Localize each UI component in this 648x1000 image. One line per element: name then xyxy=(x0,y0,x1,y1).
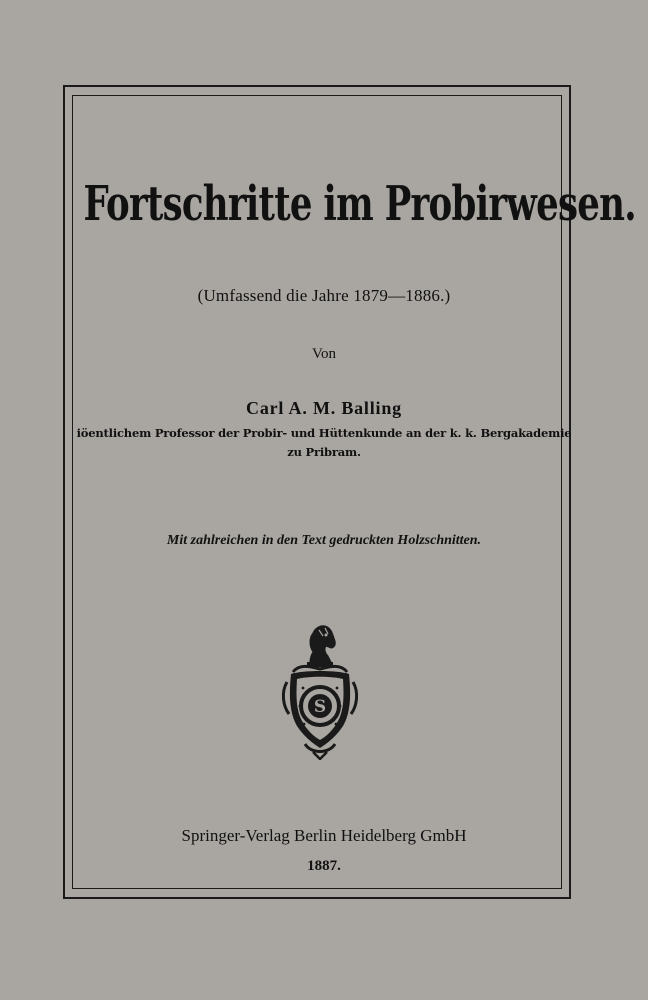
author-name: Carl A. M. Balling xyxy=(246,398,402,418)
illustrations-note: Mit zahlreichen in den Text gedruckten Holzschnitten. xyxy=(166,533,482,548)
publication-year: 1887. xyxy=(307,858,341,874)
book-title: Fortschritte im Probirwesen. xyxy=(83,176,636,232)
affiliation-line-2: zu Pribram. xyxy=(287,445,361,459)
affiliation-line-1: iöentlichem Professor der Probir- und Hüttenkunde an der k. k. Bergakademie xyxy=(76,426,572,440)
svg-text:S: S xyxy=(313,697,327,717)
publisher-name: Springer-Verlag Berlin Heidelberg GmbH xyxy=(181,826,467,845)
author-affiliation xyxy=(0,424,648,462)
by-label: Von xyxy=(312,346,336,362)
springer-chess-knight-emblem-icon xyxy=(279,622,361,760)
book-subtitle: (Umfassend die Jahre 1879—1886.) xyxy=(197,286,451,305)
